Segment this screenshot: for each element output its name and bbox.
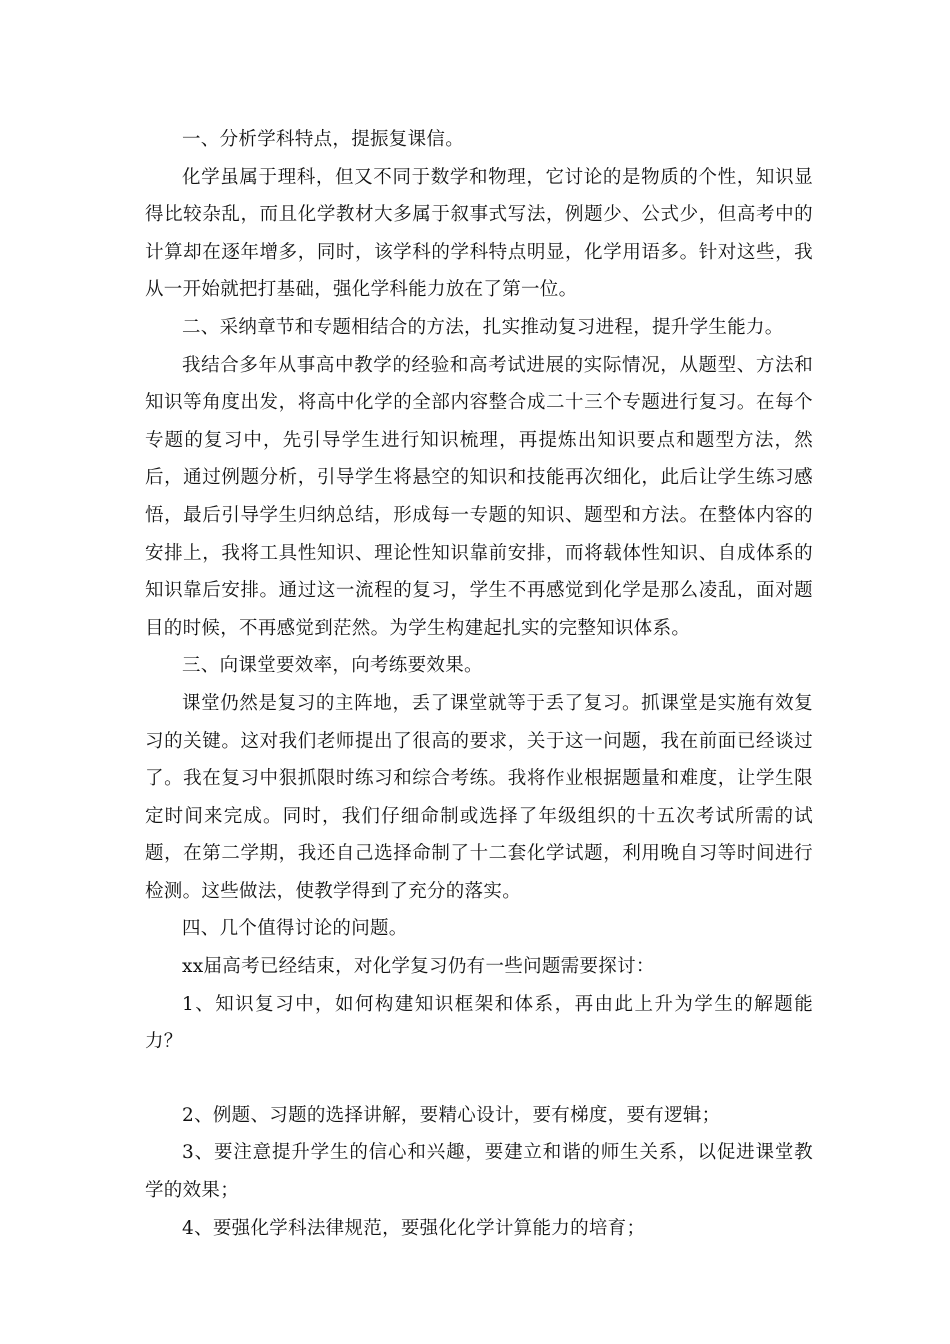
paragraph-4: xx届高考已经结束，对化学复习仍有一些问题需要探讨： [182,956,655,978]
section-heading-2: 二、采纳章节和专题相结合的方法，扎实推动复习进程，提升学生能力。 [182,316,784,338]
paragraph-2: 我结合多年从事高中教学的经验和高考试进展的实际情况，从题型、方法和知识等角度出发，将高中化学的全部内容整合成二十三个专题进行复习。在每个专题的复习中，先引导学生进行知识梳理，再提炼出知识要点和题型方法，然后，通过例题分析，引导学生将悬空的知识和技能再次细化，此后让学生练习感悟，最后引导学生归纳总结，形成每一专题的知识、题型和方法。在整体内容的安排上，我将工具性知识、理论性知识靠前安排，而将载体性知识、自成体系的知识靠后安排。通过这一流程的复习，学生不再感觉到化学是那么凌乱，面对题目的时候，不再感觉到茫然。为学生构建起扎实的完整知识体系。 [145,354,813,639]
list-item-2: 2、例题、习题的选择讲解，要精心设计，要有梯度，要有逻辑； [182,1104,721,1126]
section-heading-4: 四、几个值得讨论的问题。 [182,918,408,940]
list-item-4: 4、要强化学科法律规范，要强化化学计算能力的培育； [182,1217,646,1239]
list-item-3: 3、要注意提升学生的信心和兴趣，要建立和谐的师生关系，以促进课堂教学的效果； [145,1142,813,1202]
paragraph-3: 课堂仍然是复习的主阵地，丢了课堂就等于丢了复习。抓课堂是实施有效复习的关键。这对我们老师提出了很高的要求，关于这一问题，我在前面已经谈过了。我在复习中狠抓限时练习和综合考练。我将作业根据题量和难度，让学生限定时间来完成。同时，我们仔细命制或选择了年级组织的十五次考试所需的试题，在第二学期，我还自己选择命制了十二套化学试题，利用晚自习等时间进行检测。这些做法，使教学得到了充分的落实。 [145,692,813,902]
blank-line [145,1061,813,1097]
section-heading-3: 三、向课堂要效率，向考练要效果。 [182,655,483,677]
paragraph-1: 化学虽属于理科，但又不同于数学和物理，它讨论的是物质的个性，知识显得比较杂乱，而且化学教材大多属于叙事式写法，例题少、公式少，但高考中的计算却在逐年增多，同时，该学科的学科特点明显，化学用语多。针对这些，我从一开始就把打基础，强化学科能力放在了第一位。 [145,166,813,301]
list-item-1: 1、知识复习中，如何构建知识框架和体系，再由此上升为学生的解题能力？ [145,993,813,1053]
document-body [145,121,813,1247]
section-heading-1: 一、分析学科特点，提振复课信。 [182,129,465,150]
